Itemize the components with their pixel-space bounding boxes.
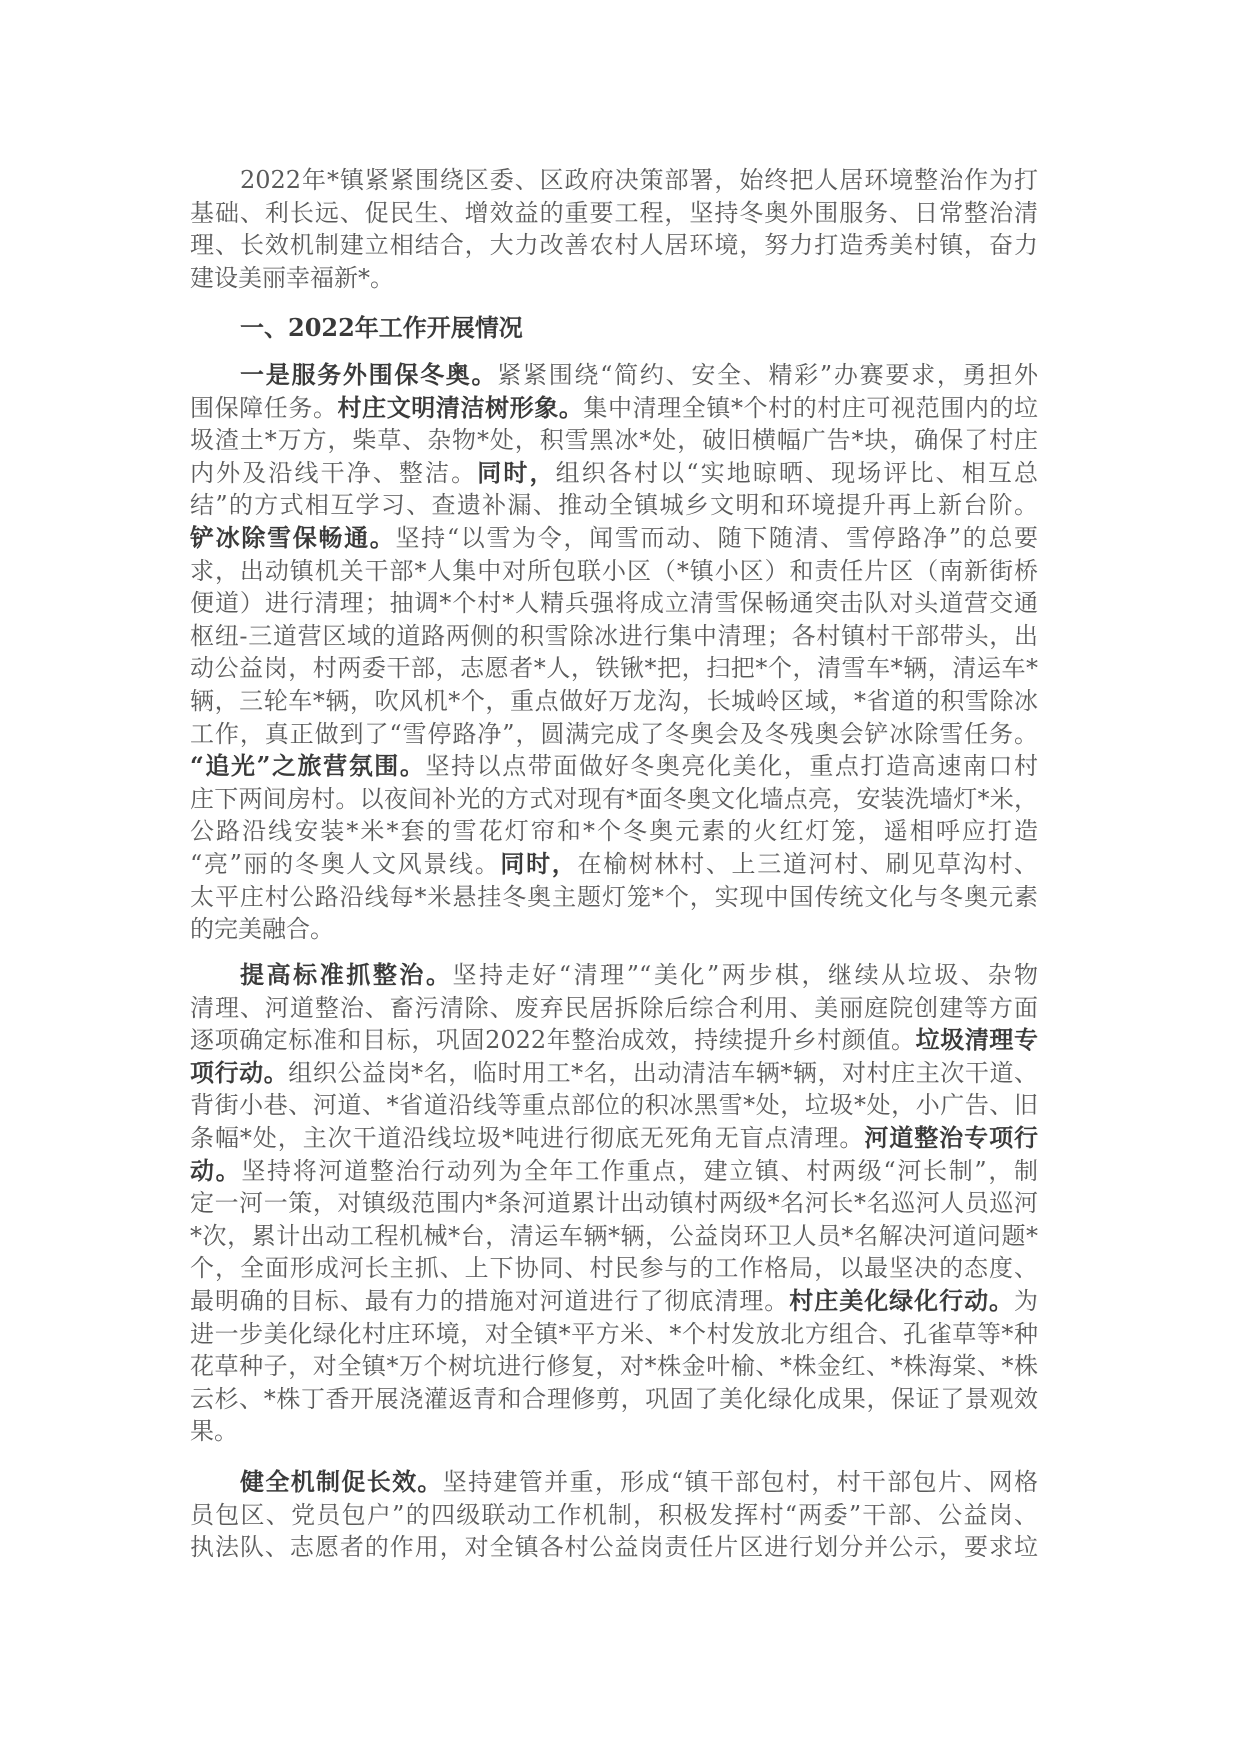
text-line: [190, 783, 1038, 816]
text-line: [190, 959, 1038, 992]
bold-lead-text: 铲冰除雪保畅通。: [190, 522, 396, 552]
text-line: [190, 1220, 1038, 1253]
body-text: 紧紧围绕“简约、安全、精彩”办赛要求，勇担外: [497, 361, 1038, 389]
body-text: 果。: [190, 1417, 238, 1446]
text-line: [190, 881, 1038, 914]
body-text: 坚持以点带面做好冬奥亮化美化，重点打造高速南口村: [425, 752, 1039, 781]
text-line: [190, 555, 1038, 588]
text-line: [190, 1122, 1038, 1155]
text-line: [190, 1466, 1038, 1499]
text-line: [190, 587, 1038, 620]
text-line: [190, 685, 1038, 718]
bold-lead-text: 项行动。: [190, 1057, 289, 1087]
body-text: 庄下两间房村。以夜间补光的方式对现有*面冬奥文化墙点亮，安装洗墙灯*米，: [190, 784, 1038, 813]
bold-lead-text: 动。: [190, 1155, 242, 1185]
body-text: 坚持建管并重，形成“镇干部包村，村干部包片、网格: [442, 1468, 1038, 1496]
bold-lead-text: 一是服务外围保冬奥。: [240, 360, 498, 389]
text-line: [190, 424, 1038, 457]
text-line: [190, 392, 1038, 425]
body-text: 组织公益岗*名，临时用工*名，出动清洁车辆*辆，对村庄主次干道、: [288, 1058, 1039, 1087]
bold-lead-text: 一、2022年工作开展情况: [240, 313, 523, 342]
text-line: [190, 1350, 1038, 1383]
text-line: [190, 457, 1038, 490]
body-text: *次，累计出动工程机械*台，清运车辆*辆，公益岗环卫人员*名解决河道问题*: [190, 1221, 1038, 1250]
text-line: [190, 1285, 1038, 1318]
text-line: [190, 489, 1038, 522]
body-text: 员包区、党员包户”的四级联动工作机制，积极发挥村“两委”干部、公益岗、: [190, 1500, 1038, 1529]
text-line: [190, 913, 1038, 946]
body-text: 内外及沿线干净、整洁。: [190, 458, 478, 487]
text-line: [190, 1024, 1038, 1057]
text-line: [190, 312, 1038, 345]
text-line: [190, 1499, 1038, 1532]
body-text: 枢纽-三道营区域的道路两侧的积雪除冰进行集中清理；各村镇村干部带头，出: [190, 621, 1038, 650]
body-text: 定一河一策，对镇级范围内*条河道累计出动镇村两级*名河长*名巡河人员巡河: [190, 1189, 1038, 1218]
body-text: 太平庄村公路沿线每*米悬挂冬奥主题灯笼*个，实现中国传统文化与冬奥元素: [190, 882, 1038, 911]
bold-lead-text: 健全机制促长效。: [240, 1467, 443, 1496]
text-line: [190, 1187, 1038, 1220]
bold-lead-text: 同时，: [500, 848, 578, 878]
body-text: 便道）进行清理；抽调*个村*人精兵强将成立清雪保畅通突击队对头道营交通: [190, 589, 1038, 618]
text-line: [190, 229, 1038, 262]
text-line: [190, 1057, 1038, 1090]
paragraph-mechanism: [190, 1466, 1038, 1564]
bold-lead-text: 村庄美化绿化行动。: [789, 1285, 1015, 1315]
body-text: 坚持将河道整治行动列为全年工作重点，建立镇、村两级“河长制”，制: [241, 1156, 1039, 1185]
bold-lead-text: 提高标准抓整治。: [240, 960, 453, 989]
body-text: 最明确的目标、最有力的措施对河道进行了彻底清理。: [190, 1286, 790, 1315]
text-line: [190, 262, 1038, 295]
bold-lead-text: “追光”之旅营氛围。: [190, 751, 426, 781]
body-text: 云杉、*株丁香开展浇灌返青和合理修剪，巩固了美化绿化成果，保证了景观效: [190, 1384, 1038, 1413]
body-text: 2022年*镇紧紧围绕区委、区政府决策部署，始终把人居环境整治作为打: [240, 166, 1038, 194]
paragraph-winter-olympics: [190, 359, 1038, 946]
text-line: [190, 1531, 1038, 1564]
bold-lead-text: 村庄文明清洁树形象。: [337, 392, 584, 422]
body-text: 清理、河道整治、畜污清除、废弃民居拆除后综合利用、美丽庭院创建等方面: [190, 993, 1038, 1022]
body-text: 建设美丽幸福新*。: [190, 263, 394, 292]
body-text: 辆，三轮车*辆，吹风机*个，重点做好万龙沟，长城岭区域，*省道的积雪除冰: [190, 686, 1038, 715]
text-line: [190, 718, 1038, 751]
text-line: [190, 620, 1038, 653]
body-text: 花草种子，对全镇*万个树坑进行修复，对*株金叶榆、*株金红、*株海棠、*株: [190, 1352, 1038, 1381]
text-line: [190, 1383, 1038, 1416]
text-line: [190, 1318, 1038, 1351]
body-text: 围保障任务。: [190, 393, 338, 422]
body-text: 组织各村以“实地晾晒、现场评比、相互总: [555, 458, 1039, 487]
text-line: [190, 992, 1038, 1025]
body-text: 动公益岗，村两委干部，志愿者*人，铁锹*把，扫把*个，清雪车*辆，清运车*: [190, 654, 1038, 683]
text-line: [190, 1155, 1038, 1188]
text-line: [190, 522, 1038, 555]
body-text: 的完美融合。: [190, 915, 334, 944]
paragraph-standards: [190, 959, 1038, 1448]
text-line: [190, 359, 1038, 392]
text-line: [190, 750, 1038, 783]
section-heading: [190, 312, 1038, 345]
body-text: 圾渣土*万方，柴草、杂物*处，积雪黑冰*处，破旧横幅广告*块，确保了村庄: [190, 426, 1038, 455]
bold-lead-text: 河道整治专项行: [864, 1122, 1039, 1152]
body-text: 基础、利长远、促民生、增效益的重要工程，坚持冬奥外围服务、日常整治清: [190, 198, 1038, 227]
text-line: [190, 1089, 1038, 1122]
body-text: 进一步美化绿化村庄环境，对全镇*平方米、*个村发放北方组合、孔雀草等*种: [190, 1319, 1038, 1348]
body-text: “亮”丽的冬奥人文风景线。: [190, 849, 501, 878]
body-text: 为: [1014, 1286, 1039, 1315]
body-text: 求，出动镇机关干部*人集中对所包联小区（*镇小区）和责任片区（南新街桥: [190, 556, 1038, 585]
body-text: 结”的方式相互学习、查遗补漏、推动全镇城乡文明和环境提升再上新台阶。: [190, 491, 1038, 520]
body-text: 理、长效机制建立相结合，大力改善农村人居环境，努力打造秀美村镇，奋力: [190, 231, 1038, 260]
bold-lead-text: 垃圾清理专: [915, 1025, 1039, 1055]
body-text: 公路沿线安装*米*套的雪花灯帘和*个冬奥元素的火红灯笼，遥相呼应打造: [190, 817, 1038, 846]
body-text: 个，全面形成河长主抓、上下协同、村民参与的工作格局，以最坚决的态度、: [190, 1254, 1038, 1283]
body-text: 执法队、志愿者的作用，对全镇各村公益岗责任片区进行划分并公示，要求垃: [190, 1533, 1038, 1562]
text-line: [190, 848, 1038, 881]
body-text: 在榆树林村、上三道河村、刷见草沟村、: [577, 849, 1039, 878]
text-line: [190, 652, 1038, 685]
body-text: 工作，真正做到了“雪停路净”，圆满完成了冬奥会及冬残奥会铲冰除雪任务。: [190, 719, 1038, 748]
text-line: [190, 197, 1038, 230]
paragraph-intro: [190, 164, 1038, 294]
body-text: 逐项确定标准和目标，巩固2022年整治成效，持续提升乡村颜值。: [190, 1026, 916, 1055]
body-text: 集中清理全镇*个村的村庄可视范围内的垃: [583, 393, 1039, 422]
body-text: 坚持“以雪为令，闻雪而动、随下随清、雪停路净”的总要: [395, 523, 1039, 552]
body-text: 条幅*处，主次干道沿线垃圾*吨进行彻底无死角无盲点清理。: [190, 1123, 865, 1152]
bold-lead-text: 同时，: [477, 457, 556, 487]
body-text: 背街小巷、河道、*省道沿线等重点部位的积冰黑雪*处，垃圾*处，小广告、旧: [190, 1091, 1038, 1120]
text-line: [190, 164, 1038, 197]
text-line: [190, 1415, 1038, 1448]
text-line: [190, 1252, 1038, 1285]
text-line: [190, 815, 1038, 848]
body-text: 坚持走好“清理”“美化”两步棋，继续从垃圾、杂物: [452, 961, 1039, 989]
